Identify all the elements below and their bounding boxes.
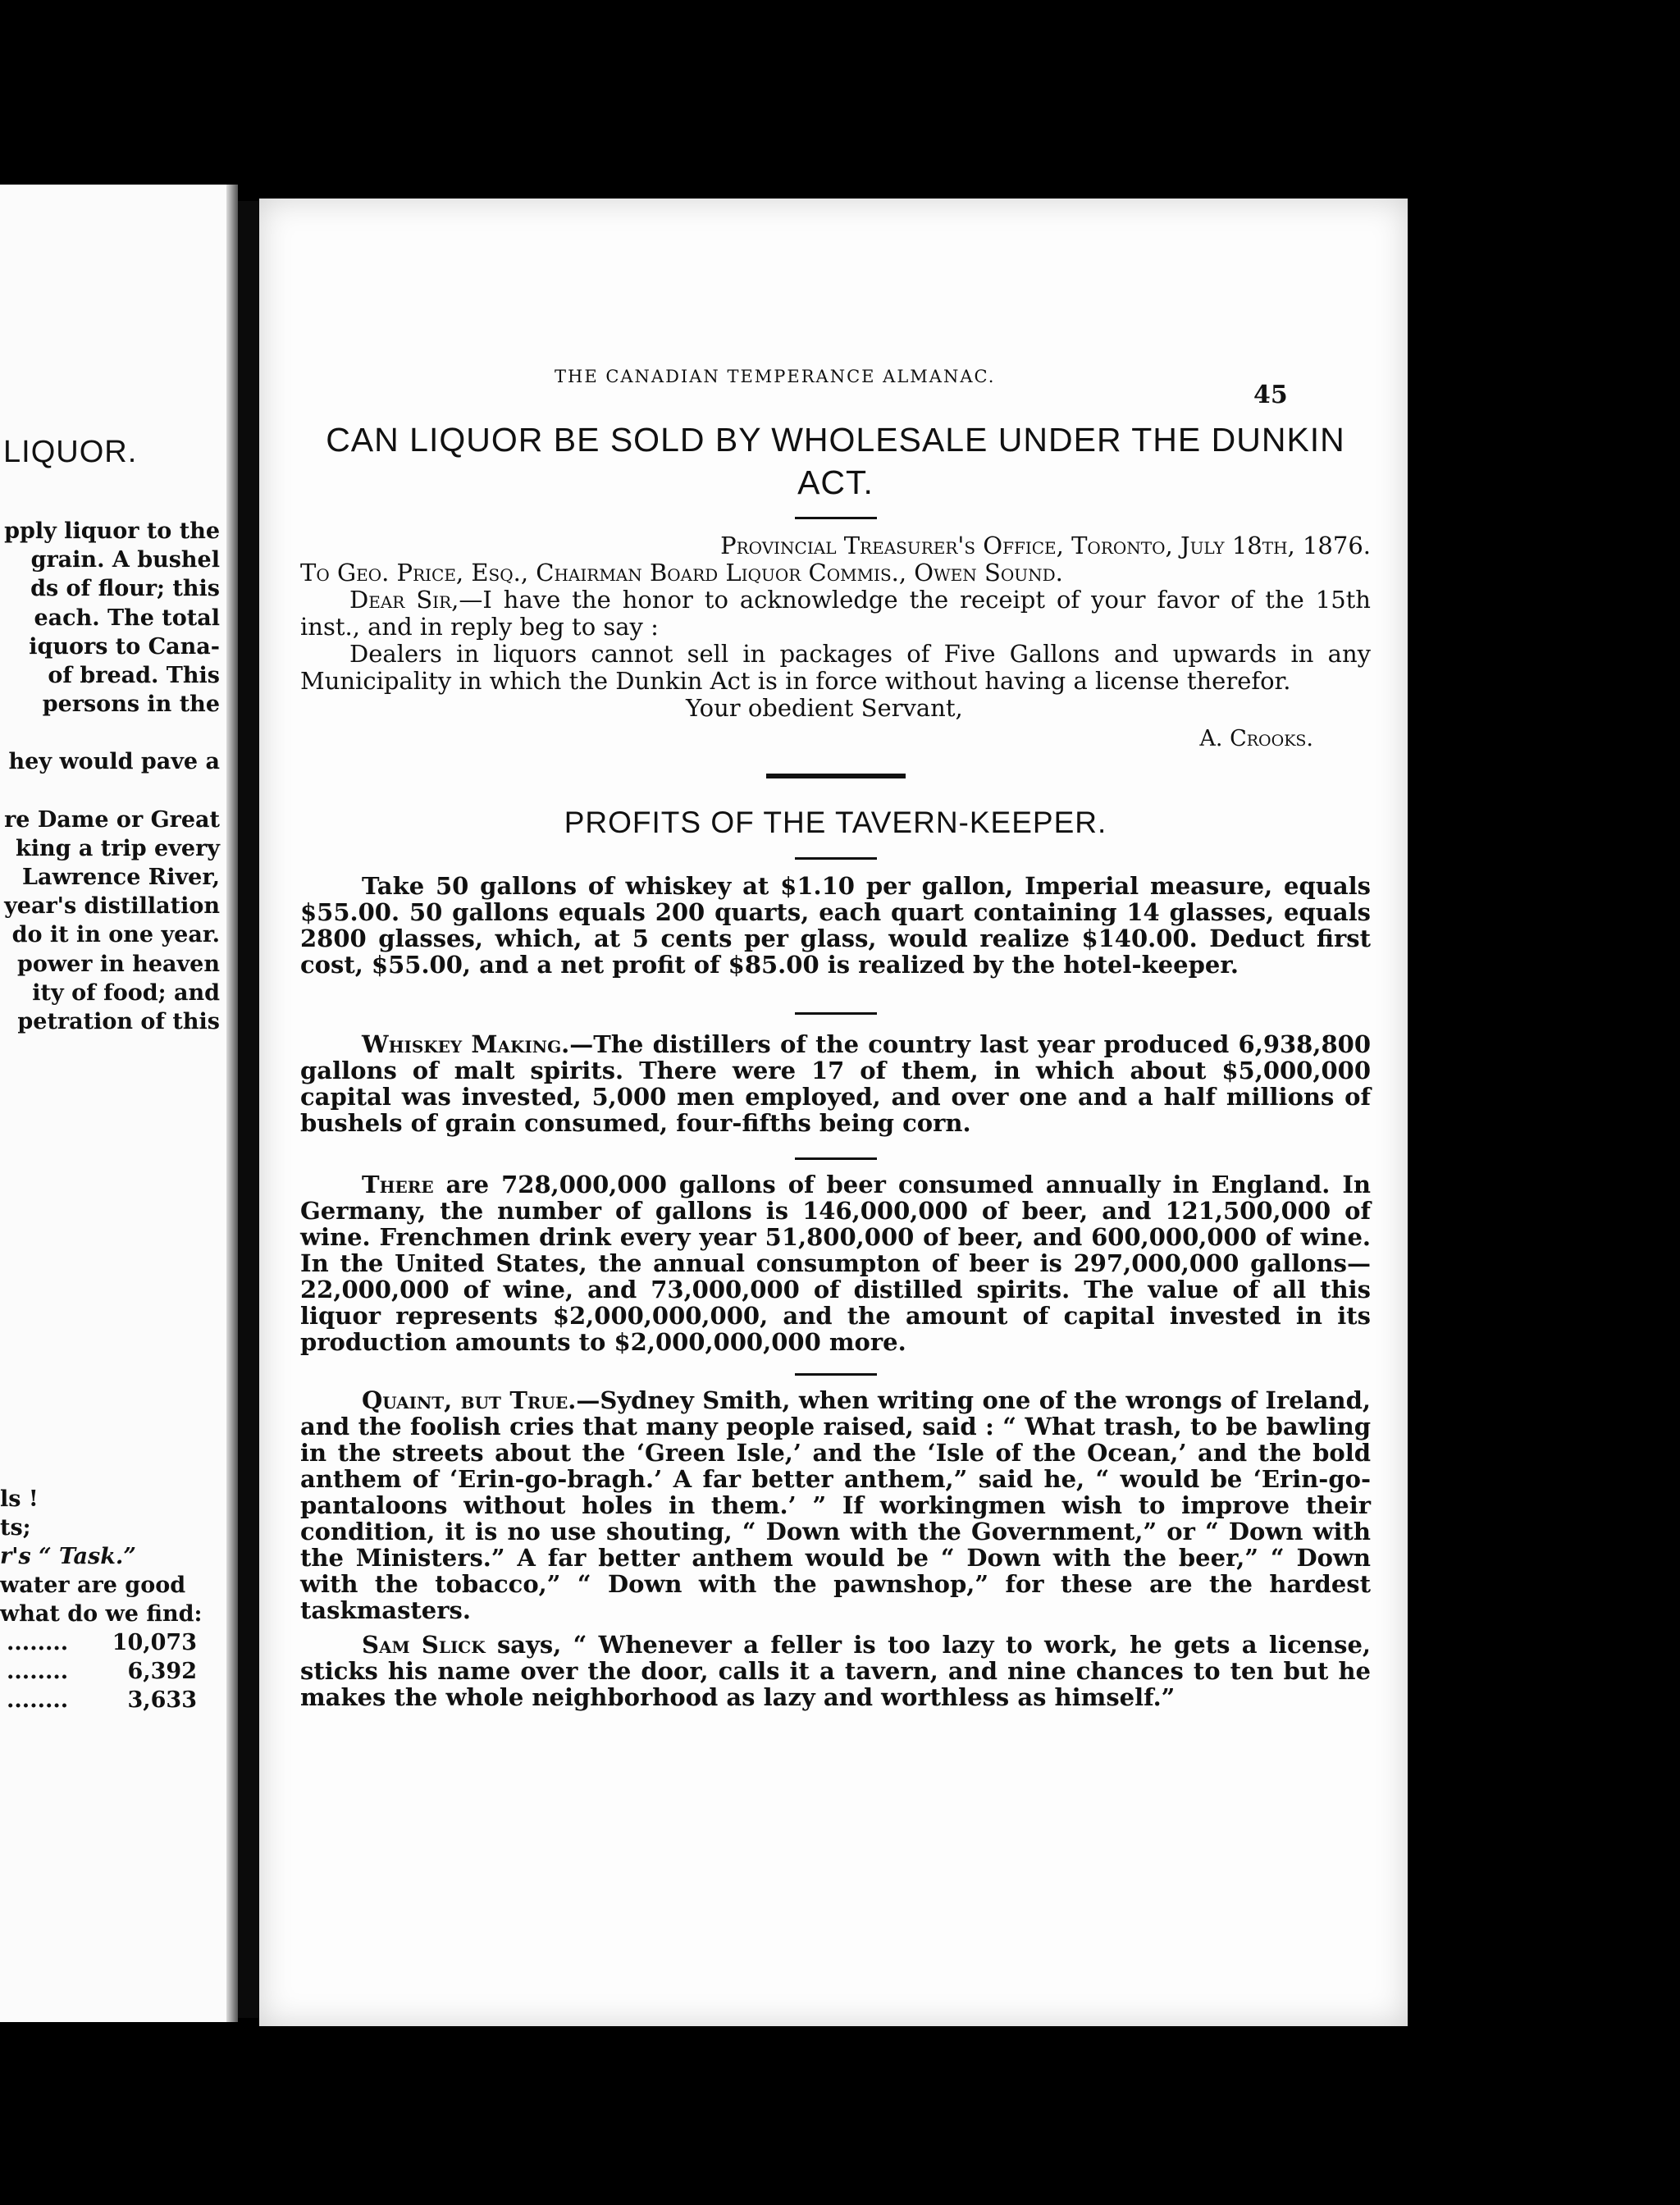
left-line: ity of food; and	[32, 979, 220, 1006]
paragraph-text: are 728,000,000 gallons of beer consumed annually in England. In Germany, the number of gallons is 146,000,000 of beer, and 121,500,000 of wine. Frenchmen drink every year 51,800,000 of beer, and 600,000,000 of wine. In the United States, the annual consumpton of beer is 297,000,000 gallons—22,000,000 of wine, and 73,000,000 of distilled spirits. The value of all this liquor represents $2,000,000,000, and the amount of capital invested in its production amounts to $2,000,000,000 more.	[300, 1171, 1371, 1356]
divider	[795, 1012, 877, 1015]
left-page-text	[0, 517, 220, 1036]
figure-value: 10,073	[112, 1630, 197, 1655]
figure-row	[0, 1628, 197, 1657]
left-line: pply liquor to the	[4, 518, 220, 544]
left-line: ds of flour; this	[30, 576, 220, 602]
addressee-text: To Geo. Price, Esq., Chairman Board Liquor Commis., Owen Sound.	[300, 559, 1063, 587]
left-line: grain. A bushel	[30, 547, 220, 573]
closing: Your obedient Servant,	[686, 694, 963, 722]
leader-dots: ........	[7, 1630, 69, 1655]
running-head: THE CANADIAN TEMPERANCE ALMANAC.	[555, 367, 996, 386]
dateline: Provincial Treasurer's Office, Toronto, July 18th, 1876.	[720, 532, 1371, 559]
left-line: petration of this	[17, 1009, 220, 1035]
leader-dots: ........	[7, 1659, 69, 1684]
left-line: power in heaven	[16, 951, 220, 977]
left-line: do it in one year.	[11, 922, 220, 948]
opening-text: —I have the honor to acknowledge the receipt of your favor of the 15th inst., and in reply beg to say :	[300, 586, 1371, 641]
paragraph-profits: Take 50 gallons of whiskey at $1.10 per gallon, Imperial measure, equals $55.00. 50 gallons equals 200 quarts, each quart containing 14 glasses, equals 2800 glasses, which, at 5 cents per glass, would realize $140.00. Deduct first cost, $55.00, and a net profit of $85.00 is realized by the hotel-keeper.	[300, 872, 1371, 979]
divider	[795, 1157, 877, 1160]
book-spine-shadow	[226, 185, 238, 2022]
paragraph-sam-slick	[300, 1632, 1371, 1710]
left-page-lower-text	[0, 1485, 213, 1714]
section-title: PROFITS OF THE TAVERN-KEEPER.	[564, 806, 1107, 839]
left-line: re Dame or Great	[4, 806, 220, 833]
figure-row	[0, 1686, 197, 1714]
right-page	[259, 199, 1408, 2026]
left-page-title: LIQUOR.	[3, 435, 138, 469]
figure-value: 6,392	[127, 1659, 197, 1684]
letter	[300, 532, 1371, 752]
left-line: iquors to Cana-	[29, 633, 220, 660]
left-line: ls !	[0, 1486, 39, 1512]
figure-row	[0, 1657, 197, 1686]
figure-value: 3,633	[127, 1687, 197, 1713]
divider	[795, 517, 877, 519]
paragraph-quaint	[300, 1387, 1371, 1623]
addressee	[300, 559, 1371, 587]
left-line: persons in the	[42, 692, 220, 718]
paragraph-text: —Sydney Smith, when writing one of the wrongs of Ireland, and the foolish cries that many people raised, said : “ What trash, to be bawling in the streets about the ‘Green Isle,’ and the ‘Isle of the Ocean,’ and the bold anthem of ‘Erin-go-bragh.’ A far better anthem,” said he, “ would be ‘Erin-go-pantaloons without holes in them.’ ” If workingmen wish to improve their condition, it is no use shouting, “ Down with the Government,” or “ Down with the Ministers.” A far better anthem would be “ Down with the beer,” “ Down with the tobacco,” “ Down with the pawnshop,” for these are the hardest taskmasters.	[300, 1386, 1371, 1624]
salutation: Dear Sir,	[349, 586, 459, 614]
left-line: hey would pave a	[8, 749, 220, 775]
left-line: ts;	[0, 1515, 31, 1541]
page-content	[300, 418, 1371, 1710]
left-line: Lawrence River,	[22, 865, 220, 891]
left-facing-page	[0, 185, 238, 2022]
paragraph-text: says, “ Whenever a feller is too lazy to work, he gets a license, sticks his name over the door, calls it a tavern, and nine chances to ten but he makes the whole neighborhood as lazy and worthless as himself.”	[300, 1631, 1372, 1711]
left-line: each. The total	[34, 605, 220, 631]
leader-dots: ........	[7, 1687, 69, 1713]
left-line: of bread. This	[48, 663, 220, 689]
paragraph-whiskey-making	[300, 1031, 1371, 1136]
paragraph-lead: Sam Slick	[362, 1631, 486, 1659]
letter-opening	[300, 587, 1371, 641]
paragraph-lead: Quaint, but True.	[362, 1386, 577, 1414]
left-line: r's “ Task.”	[0, 1544, 136, 1569]
divider	[795, 1373, 877, 1376]
article-title: CAN LIQUOR BE SOLD BY WHOLESALE UNDER THE DUNKIN ACT.	[326, 421, 1345, 501]
divider	[795, 857, 877, 860]
paragraph-lead: Whiskey Making.	[362, 1030, 570, 1058]
letter-body: Dealers in liquors cannot sell in packages of Five Gallons and upwards in any Municipality in which the Dunkin Act is in force without having a license therefor.	[300, 640, 1371, 695]
page-number: 45	[1253, 381, 1288, 409]
signature: A. Crooks.	[1199, 726, 1313, 751]
paragraph-lead: There	[362, 1171, 434, 1198]
left-line: year's distillation	[4, 893, 220, 920]
divider-thick	[766, 774, 906, 778]
paragraph-text: —The distillers of the country last year produced 6,938,800 gallons of malt spirits. There were 17 of them, in which about $5,000,000 capital was invested, 5,000 men employed, and over one and a half millions of bushels of grain consumed, four-fifths being corn.	[300, 1030, 1371, 1137]
left-line: water are good	[0, 1573, 186, 1598]
paragraph-consumption	[300, 1171, 1371, 1355]
page-gutter	[238, 201, 259, 2018]
left-line: king a trip every	[16, 835, 220, 861]
left-line: what do we find:	[0, 1601, 203, 1627]
